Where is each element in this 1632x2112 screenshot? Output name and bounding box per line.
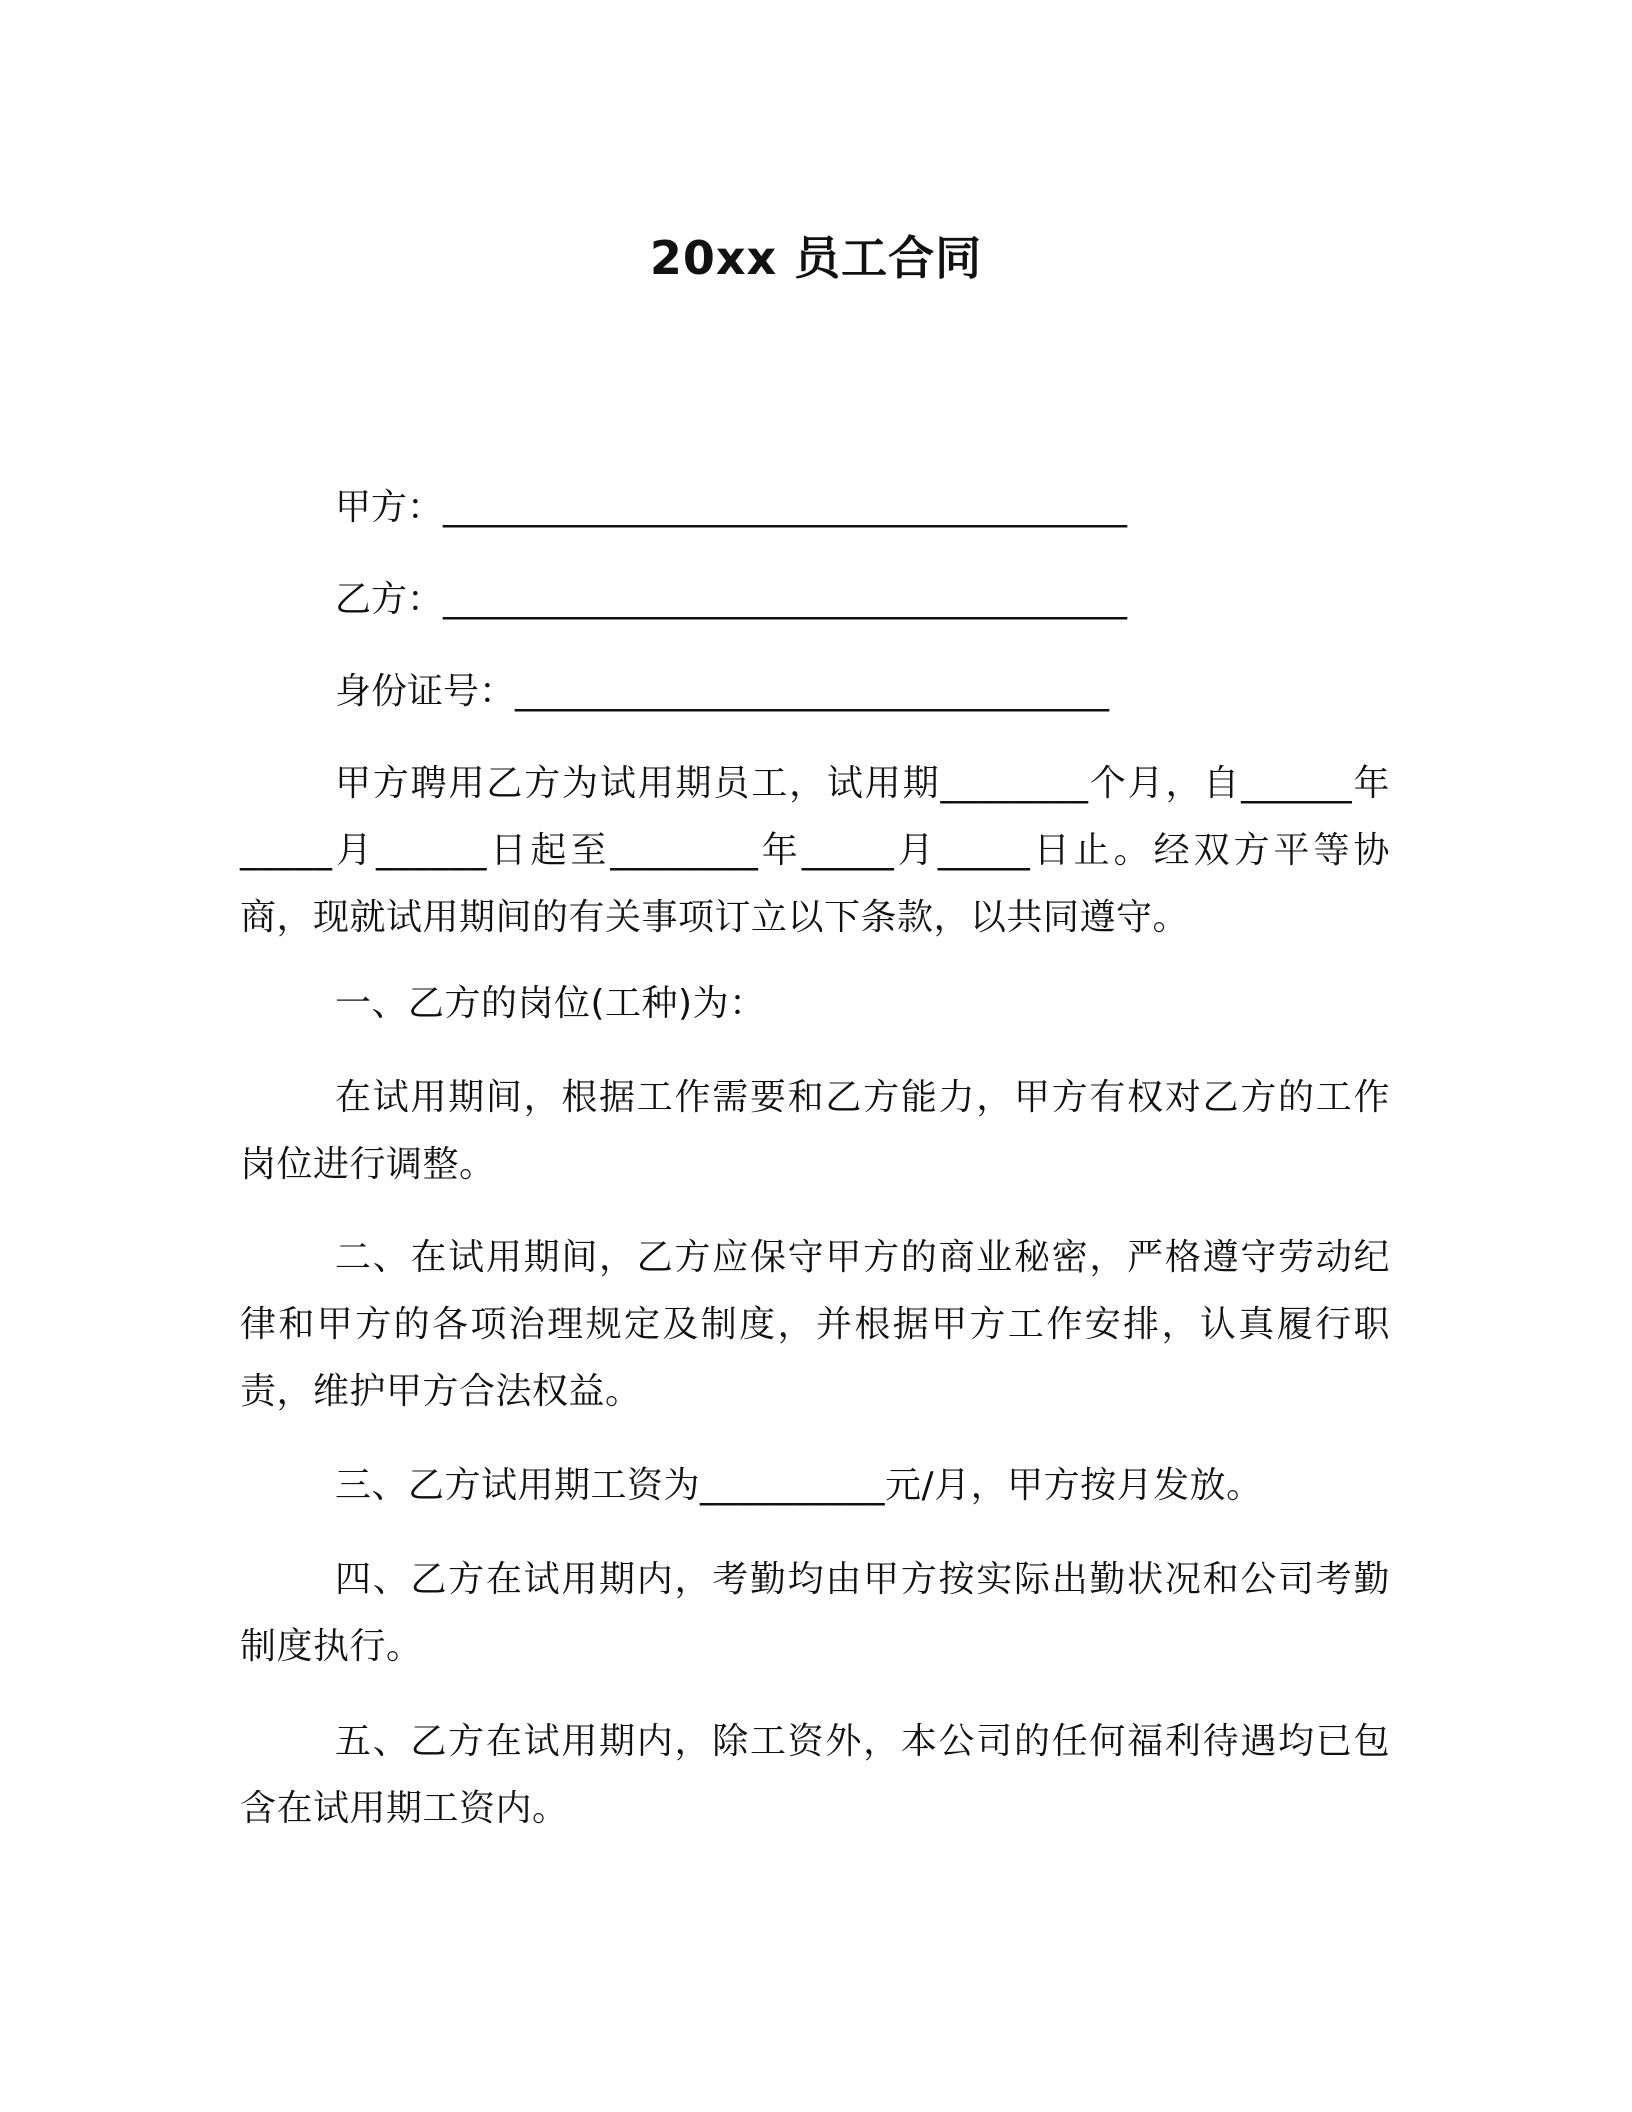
clause-4: 四、乙方在试用期内，考勤均由甲方按实际出勤状况和公司考勤制度执行。 [240,1559,1390,1667]
clause-1-body: 在试用期间，根据工作需要和乙方能力，甲方有权对乙方的工作岗位进行调整。 [240,1077,1390,1185]
party-b-field: 乙方：______________________________________ [335,579,1128,620]
party-a-field: 甲方：______________________________________ [335,487,1128,528]
clause-5: 五、乙方在试用期内，除工资外，本公司的任何福利待遇均已包含在试用期工资内。 [240,1721,1390,1829]
clause-2: 二、在试用期间，乙方应保守甲方的商业秘密，严格遵守劳动纪律和甲方的各项治理规定及制度，并根据甲方工作安排，认真履行职责，维护甲方合法权益。 [240,1237,1390,1412]
id-number-field: 身份证号：_________________________________ [335,671,1110,712]
intro-paragraph: 甲方聘用乙方为试用期员工，试用期________个月，自______年_____月______日起至________年_____月_____日止。经双方平等协商，现就试用期间的有关事项订立以下条款，以共同遵守。 [240,763,1390,938]
clause-1-heading: 一、乙方的岗位(工种)为： [335,983,766,1024]
document-title: 20xx 员工合同 [649,231,983,285]
clause-3: 三、乙方试用期工资为__________元/月，甲方按月发放。 [335,1465,1263,1506]
